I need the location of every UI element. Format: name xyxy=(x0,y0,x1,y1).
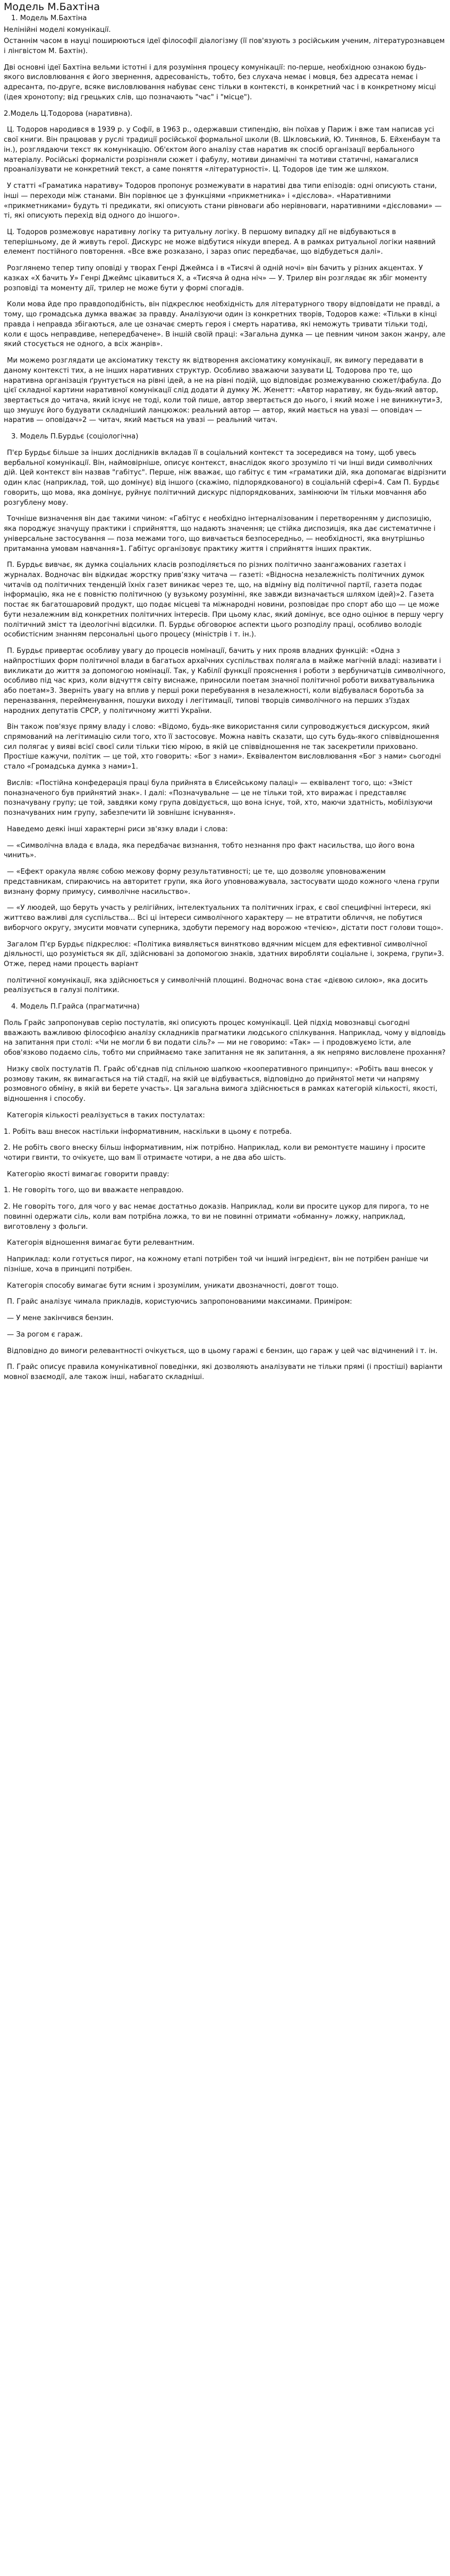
paragraph: Розглянемо тепер типу оповіді у творах Генрі Джеймса і в «Тисячі й одній ночі» він бачить у різних акцентах. У казках «Х бачить У» Генрі Джеймс цікавиться Х, а «Тисяча й одна ніч» — У. Трилер він розглядає як збіг моменту розповіді та моменту дії, трилер не може бути у формі спогадів. xyxy=(4,264,427,292)
subheading-nonlinear: Нелінійні моделі комунікації. xyxy=(4,26,111,35)
paragraph: Останнім часом в науці поширюються ідеї філософії діалогізму (її пов'язують з російським ученим, літературознавцем і лінгвістом М. Бахтін). xyxy=(4,37,445,55)
paragraph: П'єр Бурдьє більше за інших дослідників вкладав її в соціальний контекст та зосередився на тому, щоб увесь вербальної комунікації. Він, наймовірніше, описує контекст, внаслідок якого зрозуміло ті чи інші види символічних дій. Цей контекст він назвав "габітус". Перше, ніж вважає, що габітус є тим «граматики дій, яка допомагає відрізнити один клас (наприклад, той, що домінує) від іншого (скажімо, підпорядкованого) в соціальній сфері»4. Сам П. Бурдьє говорить, що мова, яка домінує, руйнує політичний дискурс підпорядкованих, замінюючи їм тільки мовчання або розгублену мову. xyxy=(4,449,446,507)
paragraph: П. Бурдьє вивчає, як думка соціальних класів розподіляється по різних політично заангажованих газетах і журналах. Водночас він відкидає жорстку привʼязку читача — газеті: «Відносна незалежність політичних думок читачів од політичних тенденцій їхніх газет виникає через те, що, на відміну від політичної партії, газета подає інформацію, яка не є повністю політичною (у вузькому розумінні, яке завжди визначається шляхом ідей)»2. Газета постає як багатошаровий продукт, що подає місцеві та міжнародні новини, розповідає про спорт або що — це може бути незалежним від конкретних політичних інтересів. При цьому клас, який домінує, все одно оцінює в першу чергу політичний зміст та ідеологічні відсилки. П. Бурдьє обговорює аспекти цього розподілу праці, особливо володіє особистісним знанням персональні цього процесу (міністрів і т. ін.). xyxy=(4,561,444,639)
paragraph: Ц. Тодоров народився в 1939 р. у Софії, в 1963 р., одержавши стипендію, він поїхав у Париж і вже там написав усі свої книги. Він працював у руслі традиції російської формальної школи (В. Шкловський, Ю. Тинянов, Б. Ейхенбаум та ін.), розглядаючи текст як комунікацію. Об'єктом його аналізу став наратив як спосіб організації вербального матеріалу. Російські формалісти розрізняли сюжет і фабулу, мотиви динамічні та мотиви статичні, намагалися проаналізувати не конкретний текст, а саме поняття «літературності». Ц. Тодоров іде тим же шляхом. xyxy=(4,126,440,174)
paragraph: політичної комунікації, яка здійснюється у символічній площині. Водночас вона стає «дієвою силою», яка досить реалізується в галузі політики. xyxy=(4,976,428,995)
paragraph: Він також пов'язує пряму владу і слово: «Відомо, будь-яке використання сили супроводжується дискурсом, який спрямований на легітимацію сили того, хто її застосовує. Можна навіть сказати, що суть будь-якого співвідношення сил полягає у вияві всієї своєї сили тільки тією мірою, в якій це співвідношення не так засекретили приховано. Простіше кажучи, політик — це той, хто говорить: «Бог з нами». Еквівалентом висловлювання «Бог з нами» сьогодні стало «Громадська думка з нами»1. xyxy=(4,723,441,771)
page-title: Модель М.Бахтіна xyxy=(4,1,100,13)
paragraph: П. Бурдьє привертає особливу увагу до процесів номінації, бачить у них прояв владних функцій: «Одна з найпростіших форм політичної влади в багатьох архаїчних суспільствах полягала в майже магічній владі: називати і викликати до життя за допомогою номінації. Так, у Кабілії функції прояснення і роботи з вербуничатців символічного, особливо під час криз, коли відчуття світу виснаже, приносили поетам значної політичної роботи вихватувальника або поетам»3. Зверніть увагу на вплив у перші роки перебування в незалежності, коли відбувалася боротьба за переназвання, перейменування, пошуки виходу і легітимації, типові творців символічного на перших з'їздах народних депутатів СРСР, у політичному житті України. xyxy=(4,647,446,715)
paragraph: Коли мова йде про правдоподібність, він підкреслює необхідність для літературного твору відповідати не правді, а тому, що громадська думка вважає за правду. Аналізуючи один із конкретних творів, Тодоров каже: «Тільки в кінці правда і неправда збігаються, але це означає смерть героя і смерть наратива, які неможуть тривати тільки тоді, коли є щось неправдиве, непередбачене». В іншій своїй праці: «Загальна думка — це певним чином закон жанру, але який стосується не одного, а всіх жанрів». xyxy=(4,300,446,349)
paragraph: Ц. Тодоров розмежовує наративну логіку та ритуальну логіку. В першому випадку дії не відбуваються в теперішньому, де й живуть герої. Дискурс не може відбутися нікуди вперед. А в рамках ритуальної логіки наявний елемент постійного повторення. «Все вже розказано, і зараз опис передбачає, що відбудеться далі». xyxy=(4,228,436,256)
paragraph: Точніше визначення він дає такими чином: «Габітус є необхідно інтерналізованим і перетворенням у диспозицію, яка породжує значущу практики і сприйняття, що надають значення; це стійка диспозиція, яка дає систематичне і універсальне застосування — поза межами того, що вивчається безпосередньо, — необхідності, яка внутрішньо притаманна умовам навчання»1. Габітус організовує практику життя і сприйняття інших практик. xyxy=(4,515,436,553)
section-heading-todorov: 2.Модель Ц.Тодорова (наративна). xyxy=(4,109,133,118)
list-item: 2. Не говоріть того, для чого у вас немає достатньо доказів. Наприклад, коли ви просите цукор для пирога, то не повинні одержати сіль, коли вам потрібна ложка, то ви не повинні отримати «обманну» ложку, наприклад, виготовлену з фольги. xyxy=(4,1203,429,1231)
section-heading-bakhtin: 1. Модель М.Бахтіна xyxy=(11,14,87,22)
paragraph: Низку своїх постулатів П. Грайс об'єднав під спільною шапкою «кооперативного принципу»: «Робіть ваш внесок у розмову таким, як вимагається на тій стадії, на якій це відбувається, відповідно до прийнятої мети чи напряму розмовного обміну, в якій ви берете участь». Ця загальна вимога здійснюється в рамках категорій кількості, якості, відношення і способу. xyxy=(4,1065,438,1104)
paragraph: Категорія відношення вимагає бути релевантним. xyxy=(7,1239,194,1247)
dialogue-line: — У мене закінчився бензин. xyxy=(7,1314,114,1323)
paragraph: У статті «Граматика наративу» Тодоров пропонує розмежувати в наративі два типи епізодів: одні описують стани, інші — переходи між станами. Він порівнює це з функціями «прикметника» і «дієслова». «Наративними «прикметниками» будуть ті предикати, які описують стани рівноваги або нерівноваги, наративними «дієсловами» — ті, які описують перехід від одного до іншого». xyxy=(4,182,442,220)
paragraph: Відповідно до вимоги релевантності очікується, що в цьому гаражі є бензин, що гараж у цей час відчинений і т. ін. xyxy=(7,1347,438,1355)
dialogue-line: — За рогом є гараж. xyxy=(7,1330,83,1339)
quote-item: — «Ефект оракула являє собою межову форму результативності; це те, що дозволяє уповноваженим представникам, спираючись на авторитет групи, яка його уповноважувала, застосувати щодо кожного члена групи визнану форму примусу, символічне насильство». xyxy=(4,868,439,896)
list-item: 2. Не робіть свого внеску більш інформативним, ніж потрібно. Наприклад, коли ви ремонтуєте машину і просите чотири гвинти, то очікуєте, що вам її отримаєте чотири, а не два або шість. xyxy=(4,1144,426,1162)
paragraph: Категорію якості вимагає говорити правду: xyxy=(7,1170,169,1178)
list-item: 1. Не говоріть того, що ви вважаєте неправдою. xyxy=(4,1186,184,1195)
paragraph: Ми можемо розглядати це аксіоматику тексту як відтворення аксіоматику комунікації, як вимогу передавати в даному контексті тих, а не інших наративних структур. Особливо зважаючи зазувати Ц. Тодорова про те, що наративна організація ґрунтується на рівні ідей, а не на рівні подій, що відповідає розмежуванню сюжет/фабула. До цієї складної картини наративної комунікації слід додати й думку Ж. Женетт: «Автор наративу, як будь-який автор, звертається до читача, який існує не тоді, коли той пише, автор звертається до нього, і який може і не виникнути»3, що змушує його будувати складніший ланцюжок: реальний автор — автор, який мається на увазі — оповідач — наратив — оповідач»2 — читач, який мається на увазі — реальний читач. xyxy=(4,357,443,425)
paragraph: Наприклад: коли готується пирог, на кожному етапі потрібен той чи інший інгредієнт, він не потрібен раніше чи пізніше, хоча в принципі потрібен. xyxy=(4,1255,429,1273)
quote-item: — «Символічна влада є влада, яка передбачає визнання, тобто незнання про факт насильства, що його вона чинить». xyxy=(4,841,415,860)
paragraph: П. Грайс описує правила комунікативної поведінки, які дозволяють аналізувати не тільки прямі (і простіші) варіанти мовної взаємодії, але також інші, набагато складніші. xyxy=(4,1363,443,1381)
paragraph: П. Грайс аналізує чимала прикладів, користуючись запропонованими максимами. Приміром: xyxy=(7,1298,352,1306)
paragraph: Наведемо деякі інші характерні риси зв'язку влади і слова: xyxy=(7,825,228,833)
list-item: 1. Робіть ваш внесок настільки інформативним, наскільки в цьому є потреба. xyxy=(4,1127,292,1136)
paragraph: Загалом П'єр Бурдьє підкреслює: «Політика виявляється винятково вдячним місцем для ефективної символічної діяльності, що розуміється як дії, здійснювані за допомогою знаків, здатних виробляти соціальне і, зокрема, групи»3. Отже, перед нами процесть варіант xyxy=(4,940,444,968)
paragraph: Дві основні ідеї Бахтіна вельми істотні і для розуміння процесу комунікації: по-перше, необхідною ознакою будь-якого висловлювання є його звернення, адресованість, тобто, без слухача немає і мовця, без адресата немає і адресанта, по-друге, всяке висловлювання набуває сенс тільки в контексті, в конкретний час і в конкретному місці (ідея хронотопу; від грецьких слів, що позначають "час" і "місце"). xyxy=(4,63,436,101)
paragraph: Категорія кількості реалізується в таких постулатах: xyxy=(7,1111,205,1119)
paragraph: Вислів: «Постійна конфедерація праці була прийнята в Єлисейському палаці» — еквівалент того, що: «Зміст поназначеного був прийнятий знак». І далі: «Позначувальне — це не тільки той, хто виражає і представляє позначувану групу; це той, завдяки кому група довідується, що вона існує, той, хто, маючи здатність, мобілізуючи позначуваних ним групу, забезпечити їй зовнішнє існування». xyxy=(4,779,433,817)
paragraph: Категорія способу вимагає бути ясним і зрозумілим, уникати двозначності, довгот тощо. xyxy=(7,1281,339,1290)
paragraph: Поль Грайс запропонував серію постулатів, які описують процес комунікації. Цей підхід мовознавці сьогодні вважають важливою філософією аналізу складників прагматики людського спілкування. Наприклад, чому у відповідь на запитання при столі: «Чи не могли б ви подати сіль?» — ми не говоримо: «Так» — і продовжуємо їсти, але обов'язково подаємо сіль, тобто ми сприймаємо таке запитання не як запитання, а як непрямо висловлене прохання? xyxy=(4,1019,446,1057)
section-heading-bourdieu: 3. Модель П.Бурдьє (соціологічна) xyxy=(11,433,139,441)
section-heading-grice: 4. Модель П.Грайса (прагматична) xyxy=(11,1003,140,1011)
quote-item: — «У люодей, що беруть участь у релігійних, інтелектуальних та політичних іграх, є свої специфічні інтереси, які життєво важливі для суспільства... Всі ці інтереси символічного характеру — не втратити обличчя, не побутися виборчого округу, змусити мовчати суперника, здобути перемогу над ворожою «течією», дістати пост голови тощо». xyxy=(4,904,444,932)
